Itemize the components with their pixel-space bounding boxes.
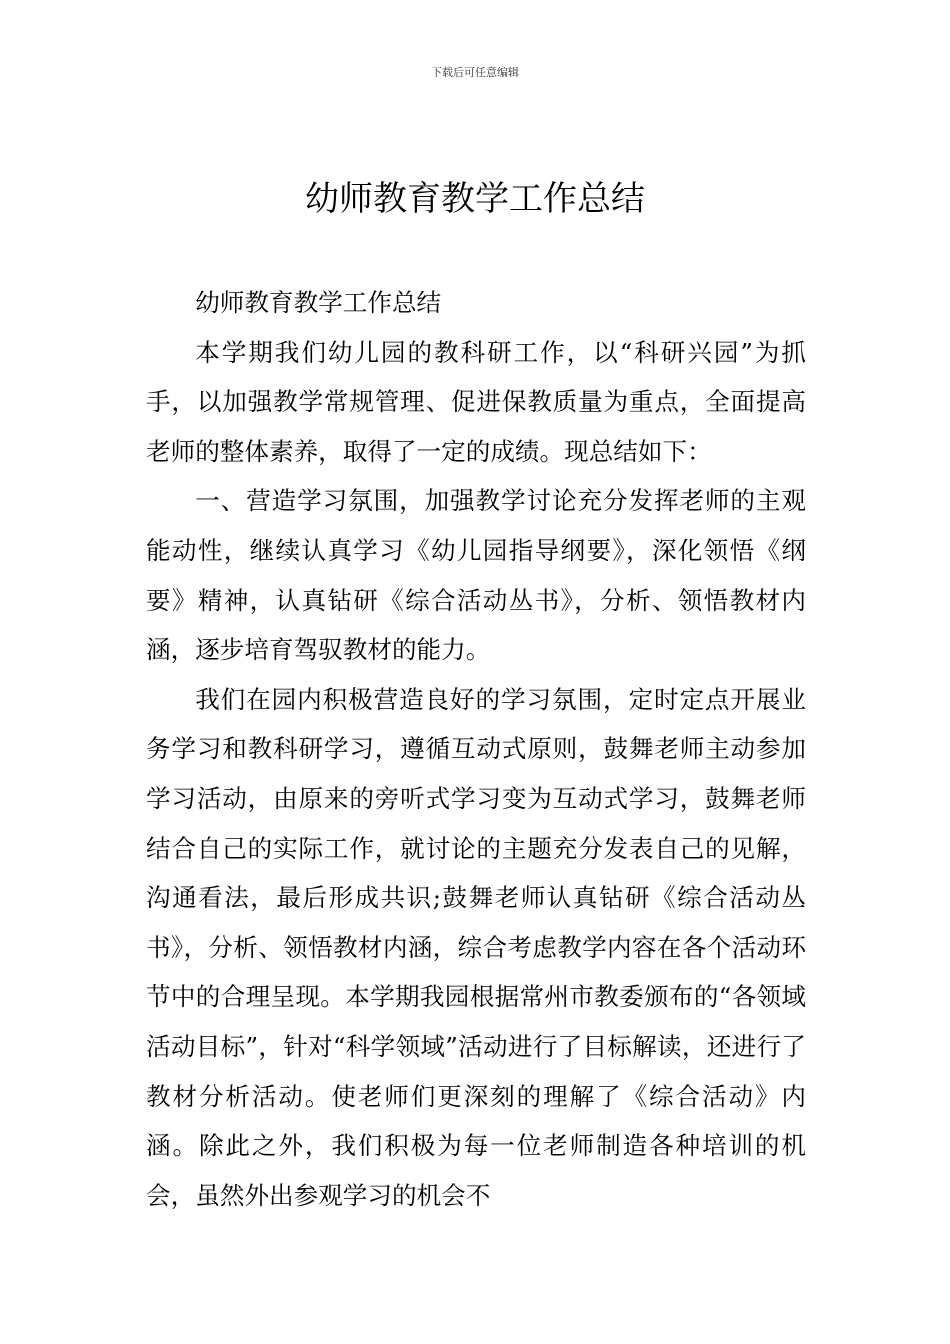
paragraph-learning-atmosphere: 我们在园内积极营造良好的学习氛围，定时定点开展业务学习和教科研学习，遵循互动式原则，鼓舞老师主动参加学习活动，由原来的旁听式学习变为互动式学习，鼓舞老师结合自己的实际工作，就讨论的主题充分发表自己的见解，沟通看法，最后形成共识;鼓舞老师认真钻研《综合活动丛书》，分析、领悟教材内涵，综合考虑教学内容在各个活动环节中的合理呈现。本学期我园根据常州市教委颁布的“各领域活动目标”，针对“科学领域”活动进行了目标解读，还进行了教材分析活动。使老师们更深刻的理解了《综合活动》内涵。除此之外，我们积极为每一位老师制造各种培训的机会，虽然外出参观学习的机会不 (146, 684, 806, 1210)
paragraph-subtitle: 幼师教育教学工作总结 (195, 288, 442, 317)
header-note: 下载后可任意编辑 (431, 66, 519, 79)
paragraph-section-one: 一、营造学习氛围，加强教学讨论充分发挥老师的主观能动性，继续认真学习《幼儿园指导纲要》，深化领悟《纲要》精神，认真钻研《综合活动丛书》，分析、领悟教材内涵，逐步培育驾驭教材的能力。 (146, 486, 806, 665)
document-title: 幼师教育教学工作总结 (305, 179, 645, 219)
document-body (146, 278, 806, 1220)
paragraph-intro: 本学期我们幼儿园的教科研工作，以“科研兴园”为抓手，以加强教学常规管理、促进保教质量为重点，全面提高老师的整体素养，取得了一定的成绩。现总结如下： (146, 337, 806, 466)
